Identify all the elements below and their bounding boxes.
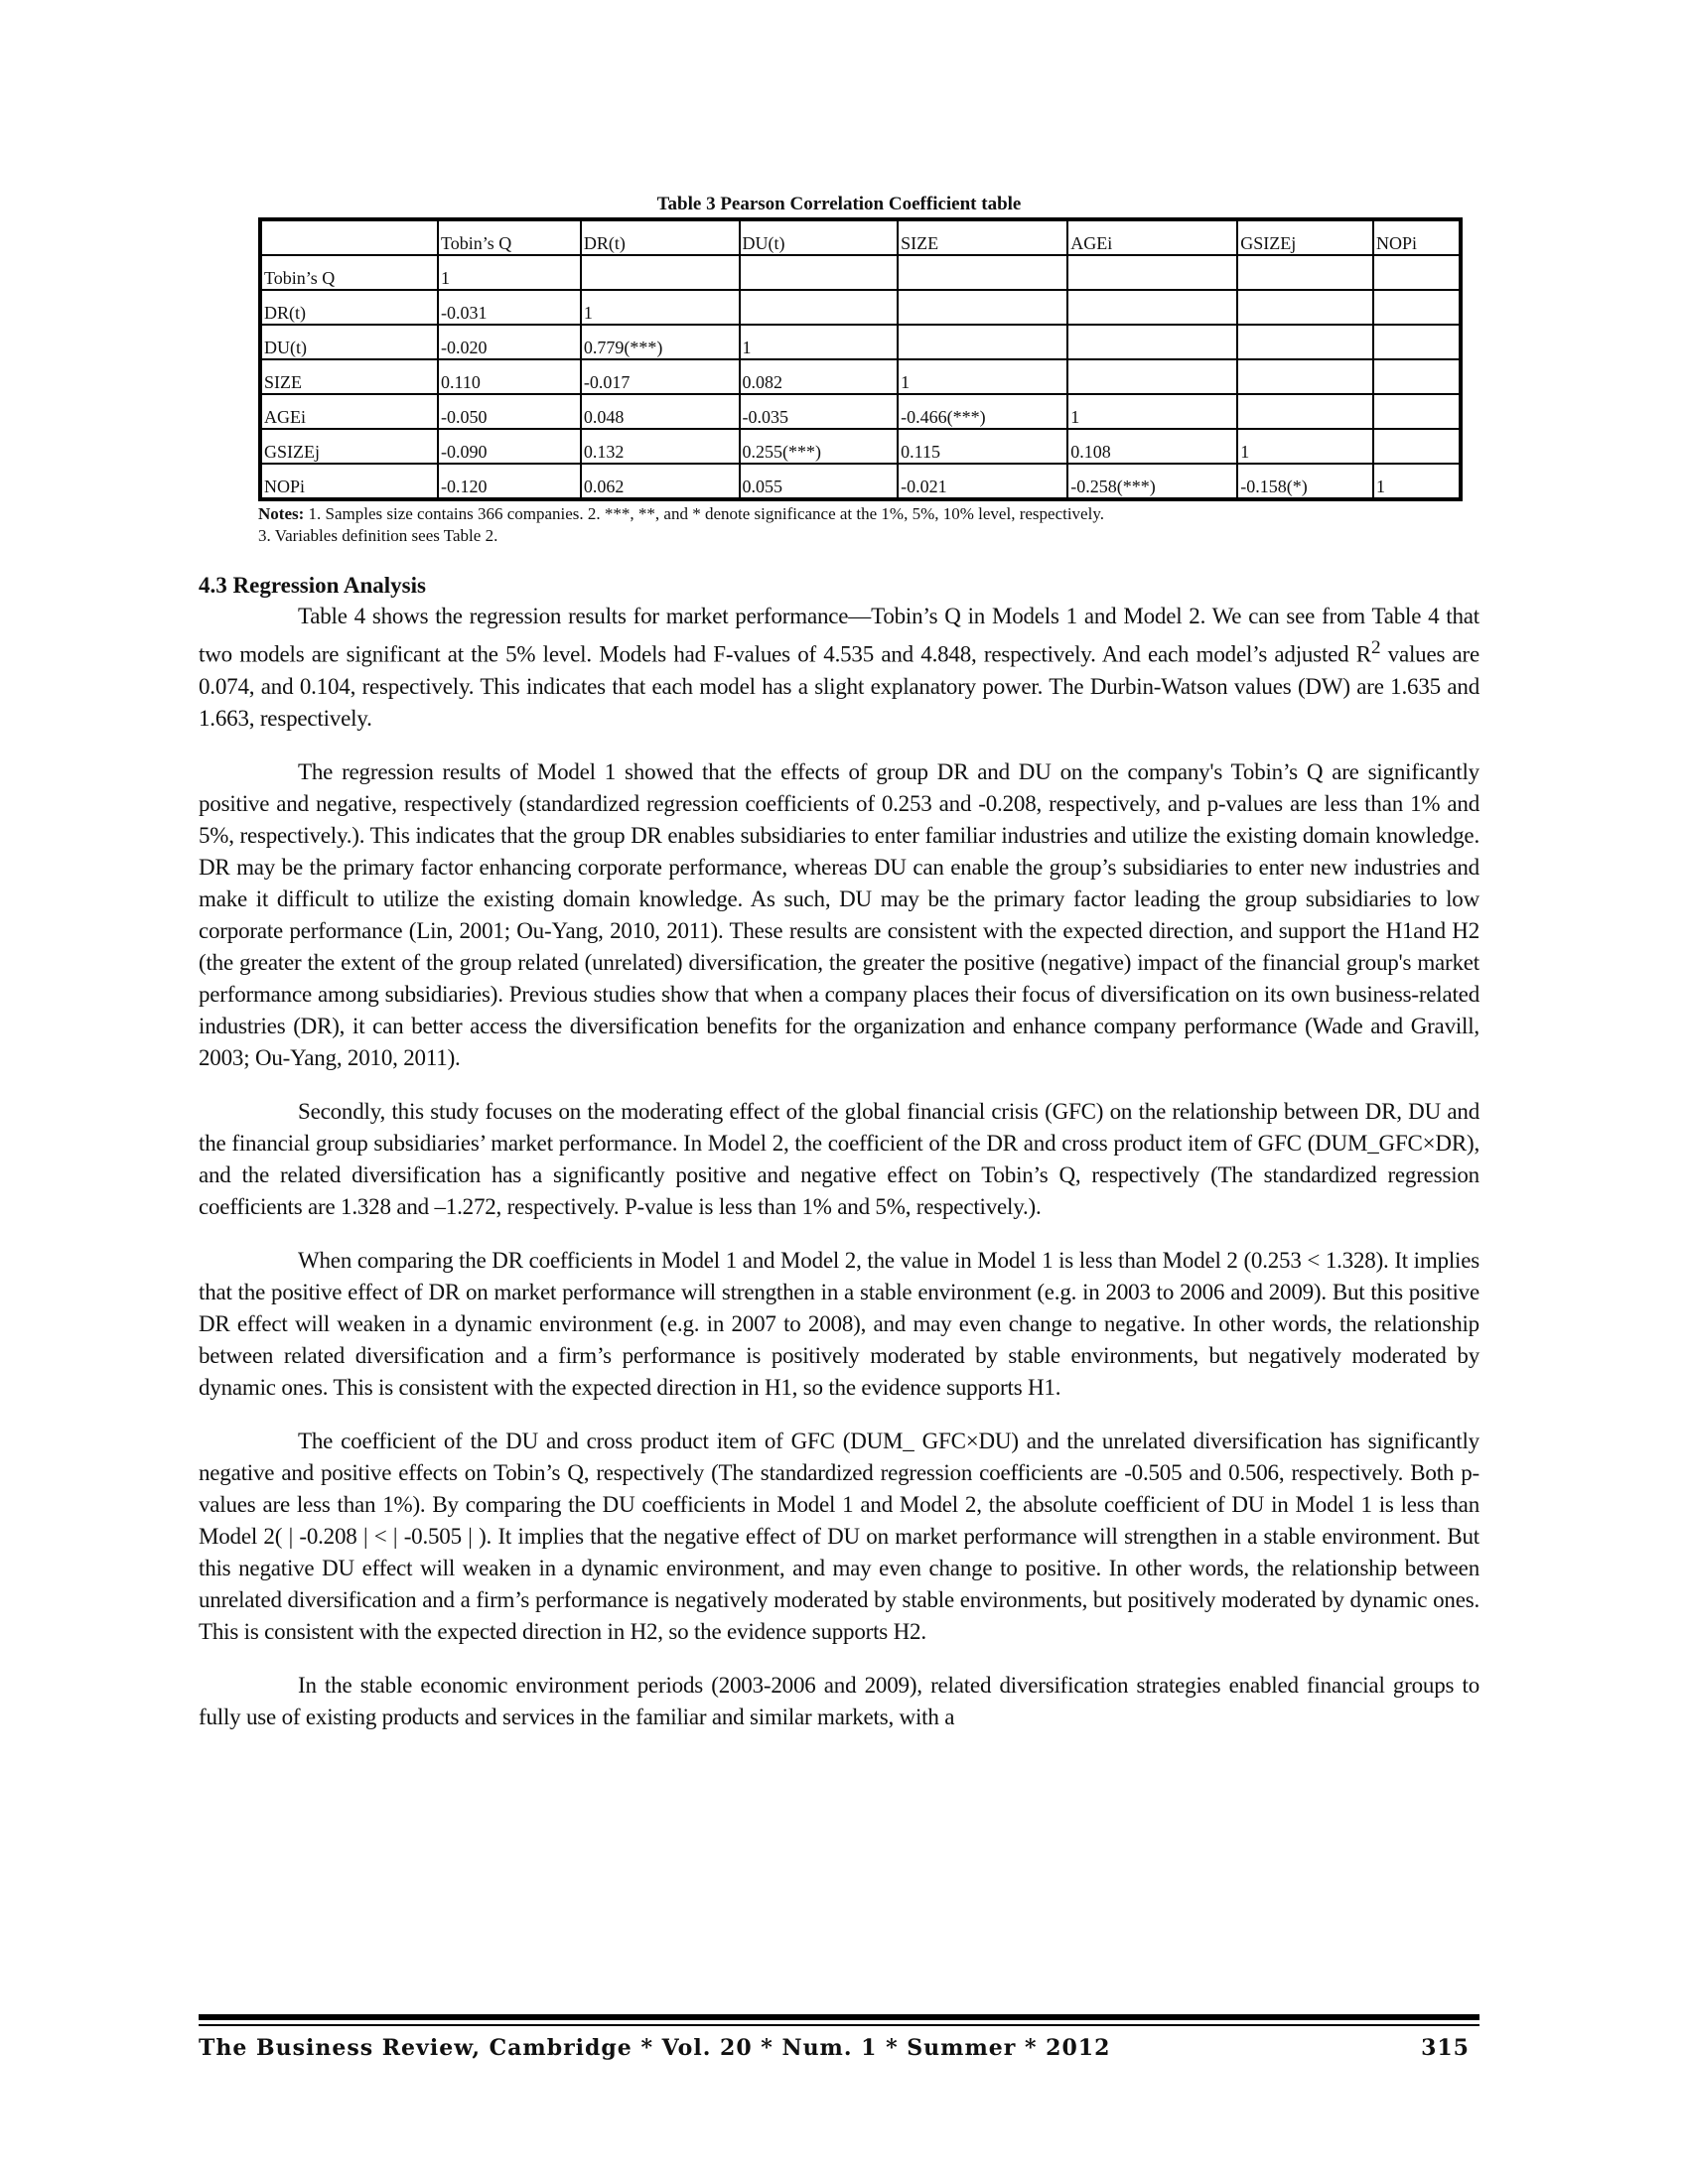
paragraph-1-text-b: values are 0.074, and 0.104, respectively. This indicates that each model has a slight explanatory power. The Durbin-Watson values (DW) are 1.635 and 1.663, respectively.: [199, 641, 1479, 731]
table-cell: -0.020: [438, 325, 581, 359]
table-header-cell: NOPi: [1373, 219, 1461, 255]
table-row: [260, 325, 1461, 359]
table-cell: 1: [1237, 429, 1373, 464]
table-row: [260, 464, 1461, 499]
table-cell: [1237, 290, 1373, 325]
table-cell: [1067, 255, 1237, 290]
table-cell: [1373, 429, 1461, 464]
superscript-2: 2: [1370, 637, 1381, 658]
table-cell: 0.108: [1067, 429, 1237, 464]
table-cell: [1237, 325, 1373, 359]
paragraph-3: Secondly, this study focuses on the moderating effect of the global financial crisis (GFC) on the relationship between DR, DU and the financial group subsidiaries’ market performance. In Model 2, the coefficient of the DR and cross product item of GFC (DUM_GFC×DR), and the related diversification has a significantly positive and negative effect on Tobin’s Q, respectively (The standardized regression coefficients are 1.328 and –1.272, respectively. P-value is less than 1% and 5%, respectively.).: [199, 1098, 1479, 1219]
table-header-cell: AGEi: [1067, 219, 1237, 255]
row-header-cell: Tobin’s Q: [260, 255, 438, 290]
table-cell: [740, 255, 899, 290]
paragraph-5: The coefficient of the DU and cross product item of GFC (DUM_ GFC×DU) and the unrelated diversification has significantly negative and positive effects on Tobin’s Q, respectively (The standardized regression coefficients are -0.505 and 0.506, respectively. Both p-values are less than 1%). By comparing the DU coefficients in Model 1 and Model 2, the absolute coefficient of DU in Model 1 is less than Model 2( | -0.208 | < | -0.505 | ). It implies that the negative effect of DU on market performance will strengthen in a stable environment. But this negative DU effect will weaken in a dynamic environment, and may even change to positive. In other words, the relationship between unrelated diversification and a firm’s performance is negatively moderated by stable environments, but positively moderated by dynamic ones. This is consistent with the expected direction in H2, so the evidence supports H2.: [199, 1428, 1479, 1644]
row-header-cell: DU(t): [260, 325, 438, 359]
paragraph-2: The regression results of Model 1 showed that the effects of group DR and DU on the company's Tobin’s Q are significantly positive and negative, respectively (standardized regression coefficients of 0.253 and -0.208, respectively, and p-values are less than 1% and 5%, respectively.). This indicates that the group DR enables subsidiaries to enter familiar industries and utilize the existing domain knowledge. DR may be the primary factor enhancing corporate performance, whereas DU can enable the group’s subsidiaries to enter new industries and make it difficult to utilize the existing domain knowledge. As such, DU may be the primary factor leading the group subsidiaries to low corporate performance (Lin, 2001; Ou-Yang, 2010, 2011). These results are consistent with the expected direction, and support the H1and H2 (the greater the extent of the group related (unrelated) diversification, the greater the positive (negative) impact of the financial group's market performance among subsidiaries). Previous studies show that when a company places their focus of diversification on its own business-related industries (DR), it can better access the diversification benefits for the organization and enhance company performance (Wade and Gravill, 2003; Ou-Yang, 2010, 2011).: [199, 758, 1479, 1070]
table-cell: 1: [438, 255, 581, 290]
row-header-cell: GSIZEj: [260, 429, 438, 464]
table-cell: 0.255(***): [740, 429, 899, 464]
paragraph-4: When comparing the DR coefficients in Model 1 and Model 2, the value in Model 1 is less than Model 2 (0.253 < 1.328). It implies that the positive effect of DR on market performance will strengthen in a stable environment (e.g. in 2003 to 2006 and 2009). But this positive DR effect will weaken in a dynamic environment (e.g. in 2007 to 2008), and may even change to negative. In other words, the relationship between related diversification and a firm’s performance is positively moderated by stable environments, but negatively moderated by dynamic ones. This is consistent with the expected direction in H1, so the evidence supports H1.: [199, 1247, 1479, 1400]
table-cell: 1: [581, 290, 740, 325]
table-cell: [1067, 290, 1237, 325]
table-cell: [1067, 325, 1237, 359]
journal-citation: The Business Review, Cambridge * Vol. 20 * Num. 1 * Summer * 2012: [199, 2035, 1111, 2061]
notes-label: Notes:: [258, 504, 305, 523]
page-body: [199, 194, 1479, 1755]
table-cell: -0.017: [581, 359, 740, 394]
table-header-cell: Tobin’s Q: [438, 219, 581, 255]
table-cell: [1373, 325, 1461, 359]
table-cell: -0.050: [438, 394, 581, 429]
table-cell: -0.466(***): [898, 394, 1067, 429]
table-cell: 1: [1373, 464, 1461, 499]
table-header-row: [260, 219, 1461, 255]
row-header-cell: DR(t): [260, 290, 438, 325]
table-row: [260, 359, 1461, 394]
table-cell: [1237, 255, 1373, 290]
table-cell: 0.110: [438, 359, 581, 394]
table-cell: 1: [1067, 394, 1237, 429]
table-cell: [1237, 394, 1373, 429]
table-cell: 0.132: [581, 429, 740, 464]
table-cell: [1067, 359, 1237, 394]
table-row: [260, 394, 1461, 429]
table-cell: -0.035: [740, 394, 899, 429]
notes-line-2: 3. Variables definition sees Table 2.: [258, 526, 498, 545]
row-header-cell: NOPi: [260, 464, 438, 499]
table-cell: -0.258(***): [1067, 464, 1237, 499]
table-header-cell: GSIZEj: [1237, 219, 1373, 255]
table-cell: 1: [898, 359, 1067, 394]
table-notes: [258, 503, 1479, 547]
page-number: 315: [1421, 2035, 1470, 2061]
table-cell: [898, 290, 1067, 325]
table-header-cell: DR(t): [581, 219, 740, 255]
paragraph-1-text-a: Table 4 shows the regression results for market performance—Tobin’s Q in Models 1 and Model 2. We can see from Table 4 that two models are significant at the 5% level. Models had F-values of 4.535 and 4.848, respectively. And each model’s adjusted R: [199, 604, 1479, 667]
correlation-table: [258, 217, 1463, 501]
table-header-cell: [260, 219, 438, 255]
table-cell: 0.055: [740, 464, 899, 499]
table-cell: [898, 255, 1067, 290]
row-header-cell: SIZE: [260, 359, 438, 394]
section-heading: 4.3 Regression Analysis: [199, 573, 426, 598]
table-cell: [581, 255, 740, 290]
table-cell: -0.021: [898, 464, 1067, 499]
table-header-cell: DU(t): [740, 219, 899, 255]
table-cell: [1237, 359, 1373, 394]
table-cell: [1373, 394, 1461, 429]
table-cell: 0.048: [581, 394, 740, 429]
table-row: [260, 255, 1461, 290]
table-row: [260, 429, 1461, 464]
table-cell: 1: [740, 325, 899, 359]
table-cell: 0.062: [581, 464, 740, 499]
row-header-cell: AGEi: [260, 394, 438, 429]
table-cell: 0.779(***): [581, 325, 740, 359]
footer-rule-thick: [199, 2014, 1479, 2020]
table-cell: [1373, 359, 1461, 394]
table-cell: -0.158(*): [1237, 464, 1373, 499]
table-cell: [740, 290, 899, 325]
table-cell: -0.090: [438, 429, 581, 464]
table-cell: -0.120: [438, 464, 581, 499]
notes-line-1: 1. Samples size contains 366 companies. 2. ***, **, and * denote significance at the 1%, 5%, 10% level, respectively.: [304, 504, 1104, 523]
table-cell: [898, 325, 1067, 359]
paragraph-1: [199, 601, 1479, 735]
table-cell: -0.031: [438, 290, 581, 325]
table-row: [260, 290, 1461, 325]
table-cell: 0.082: [740, 359, 899, 394]
table-cell: [1373, 290, 1461, 325]
table-cell: 0.115: [898, 429, 1067, 464]
paragraph-6: In the stable economic environment periods (2003-2006 and 2009), related diversification strategies enabled financial groups to fully use of existing products and services in the familiar and similar markets, with a: [199, 1672, 1479, 1729]
table-header-cell: SIZE: [898, 219, 1067, 255]
table-cell: [1373, 255, 1461, 290]
page-footer: [199, 2035, 1479, 2061]
table-title: Table 3 Pearson Correlation Coefficient table: [656, 194, 1022, 214]
footer-rule-thin: [199, 2024, 1479, 2026]
